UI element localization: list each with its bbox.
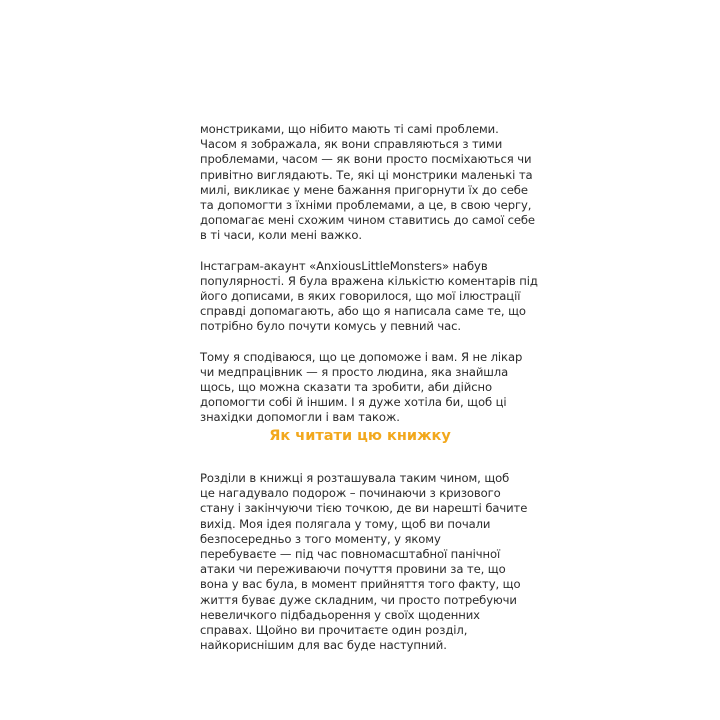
paragraph-monsters (200, 122, 535, 244)
text-line: справах. Щойно ви прочитаєте один розділ, (200, 623, 468, 638)
text-line: безпосередньо з того моменту, у якому (200, 531, 441, 546)
paragraph-instagram (200, 258, 538, 335)
text-line: стану і закінчуючи тією точкою, де ви нарешті бачите (200, 501, 528, 516)
text-line: Часом я зображала, як вони справляються з тими (200, 137, 503, 152)
text-line: найкориснішим для вас буде наступний. (200, 638, 447, 653)
text-line: милі, викликає у мене бажання пригорнути їх до себе (200, 182, 528, 197)
book-page (200, 122, 538, 653)
text-line: потрібно було почути комусь у певний час. (200, 319, 462, 334)
section-heading: Як читати цю книжку (269, 428, 451, 444)
text-line: проблемами, часом — як вони просто посміхаються чи (200, 152, 532, 167)
paragraph-chapters (200, 471, 530, 653)
text-line: в ті часи, коли мені важко. (200, 228, 362, 243)
text-line: атаки чи переживаючи почуття провини за те, що (200, 562, 506, 577)
text-line: щось, що можна сказати та зробити, аби дійсно (200, 380, 492, 395)
text-line: допомагає мені схожим чином ставитись до самої себе (200, 213, 535, 228)
text-line: Тому я сподіваюся, що це допоможе і вам. Я не лікар (200, 349, 523, 364)
text-line: знахідки допомогли і вам також. (200, 410, 400, 425)
text-line: справді допомагають, або що я написала саме те, що (200, 304, 526, 319)
text-line: та допомогти з їхніми проблемами, а це, в свою чергу, (200, 198, 532, 213)
text-line: вихід. Моя ідея полягала у тому, щоб ви почали (200, 516, 491, 531)
text-line: Інстаграм-акаунт «AnxiousLittleMonsters» набув (200, 258, 488, 273)
text-line: життя буває дуже складним, чи просто потребуючи (200, 592, 517, 607)
text-line: його дописами, в яких говорилося, що мої ілюстрації (200, 289, 521, 304)
text-line: допомогти собі й іншим. І я дуже хотіла би, щоб ці (200, 395, 507, 410)
text-line: перебуваєте — під час повномасштабної панічної (200, 547, 501, 562)
text-line: монстриками, що нібито мають ті самі проблеми. (200, 122, 499, 136)
text-line: вона у вас була, в момент прийняття того факту, що (200, 577, 521, 592)
text-line: це нагадувало подорож – починаючи з кризового (200, 486, 501, 501)
paragraph-hope (200, 350, 530, 426)
text-line: невеличкого підбадьорення у своїх щоденних (200, 607, 480, 622)
text-line: чи медпрацівник — я просто людина, яка знайшла (200, 364, 509, 379)
text-line: Розділи в книжці я розташувала таким чином, щоб (200, 471, 510, 485)
text-line: привітно виглядають. Те, які ці монстрики маленькі та (200, 167, 533, 182)
text-line: популярності. Я була вражена кількістю коментарів під (200, 273, 538, 288)
